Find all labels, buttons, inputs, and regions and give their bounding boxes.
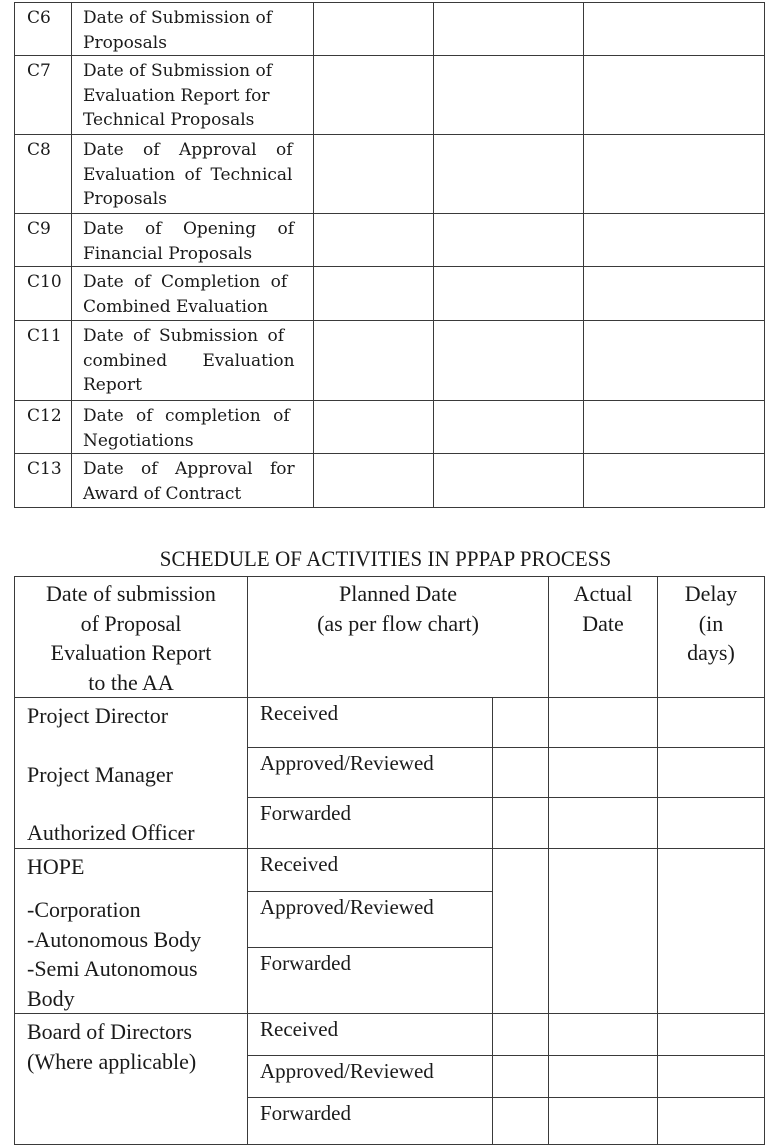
- actual-date-cell[interactable]: [549, 798, 658, 848]
- header-line: Date: [582, 610, 624, 636]
- table-row: [15, 848, 765, 892]
- row-description: [72, 454, 314, 508]
- date-cell[interactable]: [584, 321, 765, 401]
- delay-cell[interactable]: [658, 1056, 765, 1098]
- delay-cell[interactable]: [658, 748, 765, 798]
- date-cell[interactable]: [584, 135, 765, 214]
- description-line: Evaluation of Technical: [83, 164, 293, 185]
- date-cell[interactable]: [314, 56, 434, 135]
- actual-date-cell[interactable]: [549, 748, 658, 798]
- row-code: C8: [15, 135, 72, 214]
- actual-date-cell[interactable]: [549, 1098, 658, 1145]
- authority-cell: [15, 848, 248, 1014]
- authority-line: Project Manager: [27, 761, 173, 787]
- description-line: combined Evaluation: [83, 350, 295, 371]
- description-line: Proposals: [83, 189, 167, 209]
- description-line: Date of Submission of: [83, 8, 273, 28]
- status-label: Approved/Reviewed: [248, 892, 493, 947]
- authority-line: Body: [27, 985, 75, 1011]
- actual-date-cell[interactable]: [549, 698, 658, 748]
- authority-cell: [15, 1014, 248, 1145]
- row-code: C10: [15, 267, 72, 321]
- delay-cell[interactable]: [658, 848, 765, 1014]
- table-row: [15, 401, 765, 454]
- row-description: [72, 3, 314, 56]
- authority-line: HOPE: [27, 853, 85, 879]
- authority-line: Authorized Officer: [27, 820, 195, 845]
- row-description: [72, 321, 314, 401]
- table-row: [15, 135, 765, 214]
- date-cell[interactable]: [434, 56, 584, 135]
- status-label: Received: [248, 848, 493, 892]
- header-planned-date: [248, 577, 549, 698]
- date-cell[interactable]: [584, 3, 765, 56]
- date-cell[interactable]: [314, 3, 434, 56]
- header-line: days): [687, 640, 735, 665]
- authority-line: Project Director: [27, 703, 169, 728]
- planned-date-cell[interactable]: [493, 1014, 549, 1056]
- description-line: Award of Contract: [83, 483, 242, 504]
- planned-date-cell[interactable]: [493, 748, 549, 798]
- header-line: (as per flow chart): [317, 610, 479, 636]
- header-line: (in: [698, 610, 724, 636]
- description-line: Date of Submission of: [83, 326, 285, 346]
- description-line: Date of Completion of: [83, 272, 288, 292]
- authority-line: -Autonomous Body: [27, 926, 202, 952]
- row-description: [72, 267, 314, 321]
- status-label: Forwarded: [248, 798, 493, 848]
- actual-date-cell[interactable]: [549, 1014, 658, 1056]
- date-cell[interactable]: [584, 56, 765, 135]
- row-description: [72, 135, 314, 214]
- date-cell[interactable]: [314, 401, 434, 454]
- header-line: Delay: [684, 581, 738, 606]
- header-row: [15, 577, 765, 698]
- planned-date-cell[interactable]: [493, 798, 549, 848]
- authority-line: -Corporation: [27, 897, 141, 922]
- planned-date-cell[interactable]: [493, 1056, 549, 1098]
- actual-date-cell[interactable]: [549, 1056, 658, 1098]
- date-cell[interactable]: [434, 214, 584, 267]
- actual-date-cell[interactable]: [549, 848, 658, 1014]
- description-line: Technical Proposals: [83, 110, 255, 130]
- schedule-title: SCHEDULE OF ACTIVITIES IN PPPAP PROCESS: [159, 546, 612, 571]
- row-code: C12: [15, 401, 72, 454]
- date-cell[interactable]: [584, 267, 765, 321]
- table-row: [15, 267, 765, 321]
- header-line: to the AA: [88, 669, 174, 695]
- table-row: [15, 698, 765, 748]
- authority-line: Board of Directors: [27, 1019, 192, 1044]
- description-line: Proposals: [83, 32, 167, 53]
- description-line: Date of Approval of: [83, 140, 293, 160]
- description-line: Negotiations: [83, 430, 194, 451]
- description-line: Report: [83, 375, 142, 395]
- table-row: [15, 454, 765, 508]
- description-line: Financial Proposals: [83, 243, 253, 264]
- authority-line: -Semi Autonomous: [27, 956, 198, 981]
- description-line: Date of completion of: [83, 406, 290, 426]
- status-label: Received: [248, 1014, 493, 1056]
- date-cell[interactable]: [314, 321, 434, 401]
- delay-cell[interactable]: [658, 1098, 765, 1145]
- row-description: [72, 401, 314, 454]
- status-label: Forwarded: [248, 1098, 493, 1145]
- schedule-table: [14, 576, 765, 1145]
- date-cell[interactable]: [584, 214, 765, 267]
- row-code: C13: [15, 454, 72, 508]
- status-label: Approved/Reviewed: [248, 1056, 493, 1098]
- authority-cell: [15, 698, 248, 849]
- date-cell[interactable]: [314, 267, 434, 321]
- header-submission: [15, 577, 248, 698]
- date-cell[interactable]: [434, 135, 584, 214]
- header-line: Evaluation Report: [50, 640, 212, 665]
- row-description: [72, 214, 314, 267]
- delay-cell[interactable]: [658, 798, 765, 848]
- header-actual-date: [549, 577, 658, 698]
- header-line: Date of submission: [46, 581, 216, 606]
- date-cell[interactable]: [584, 454, 765, 508]
- status-label: Received: [248, 698, 493, 748]
- table-row: [15, 214, 765, 267]
- delay-cell[interactable]: [658, 698, 765, 748]
- description-line: Combined Evaluation: [83, 296, 269, 317]
- description-line: Evaluation Report for: [83, 85, 270, 106]
- date-cell[interactable]: [434, 3, 584, 56]
- date-cell[interactable]: [434, 454, 584, 508]
- planned-date-cell[interactable]: [493, 848, 549, 1014]
- planned-date-cell[interactable]: [493, 1098, 549, 1145]
- planned-date-cell[interactable]: [493, 698, 549, 748]
- description-line: Date of Approval for: [83, 459, 295, 479]
- row-code: C9: [15, 214, 72, 267]
- status-label: Approved/Reviewed: [248, 748, 493, 798]
- table-row: [15, 3, 765, 56]
- date-cell[interactable]: [314, 214, 434, 267]
- date-cell[interactable]: [314, 454, 434, 508]
- date-cell[interactable]: [434, 267, 584, 321]
- header-line: of Proposal: [80, 610, 182, 636]
- table-row: [15, 321, 765, 401]
- milestone-dates-table: [14, 2, 765, 508]
- date-cell[interactable]: [584, 401, 765, 454]
- header-line: Actual: [573, 581, 633, 606]
- row-code: C6: [15, 3, 72, 56]
- header-delay: [658, 577, 765, 698]
- description-line: Date of Submission of: [83, 61, 273, 81]
- table-row: [15, 56, 765, 135]
- header-line: Planned Date: [339, 581, 457, 606]
- date-cell[interactable]: [434, 401, 584, 454]
- authority-line: (Where applicable): [27, 1048, 197, 1074]
- row-code: C11: [15, 321, 72, 401]
- date-cell[interactable]: [434, 321, 584, 401]
- row-code: C7: [15, 56, 72, 135]
- status-label: Forwarded: [248, 947, 493, 1013]
- row-description: [72, 56, 314, 135]
- delay-cell[interactable]: [658, 1014, 765, 1056]
- date-cell[interactable]: [314, 135, 434, 214]
- table-row: [15, 1014, 765, 1056]
- description-line: Date of Opening of: [83, 219, 295, 239]
